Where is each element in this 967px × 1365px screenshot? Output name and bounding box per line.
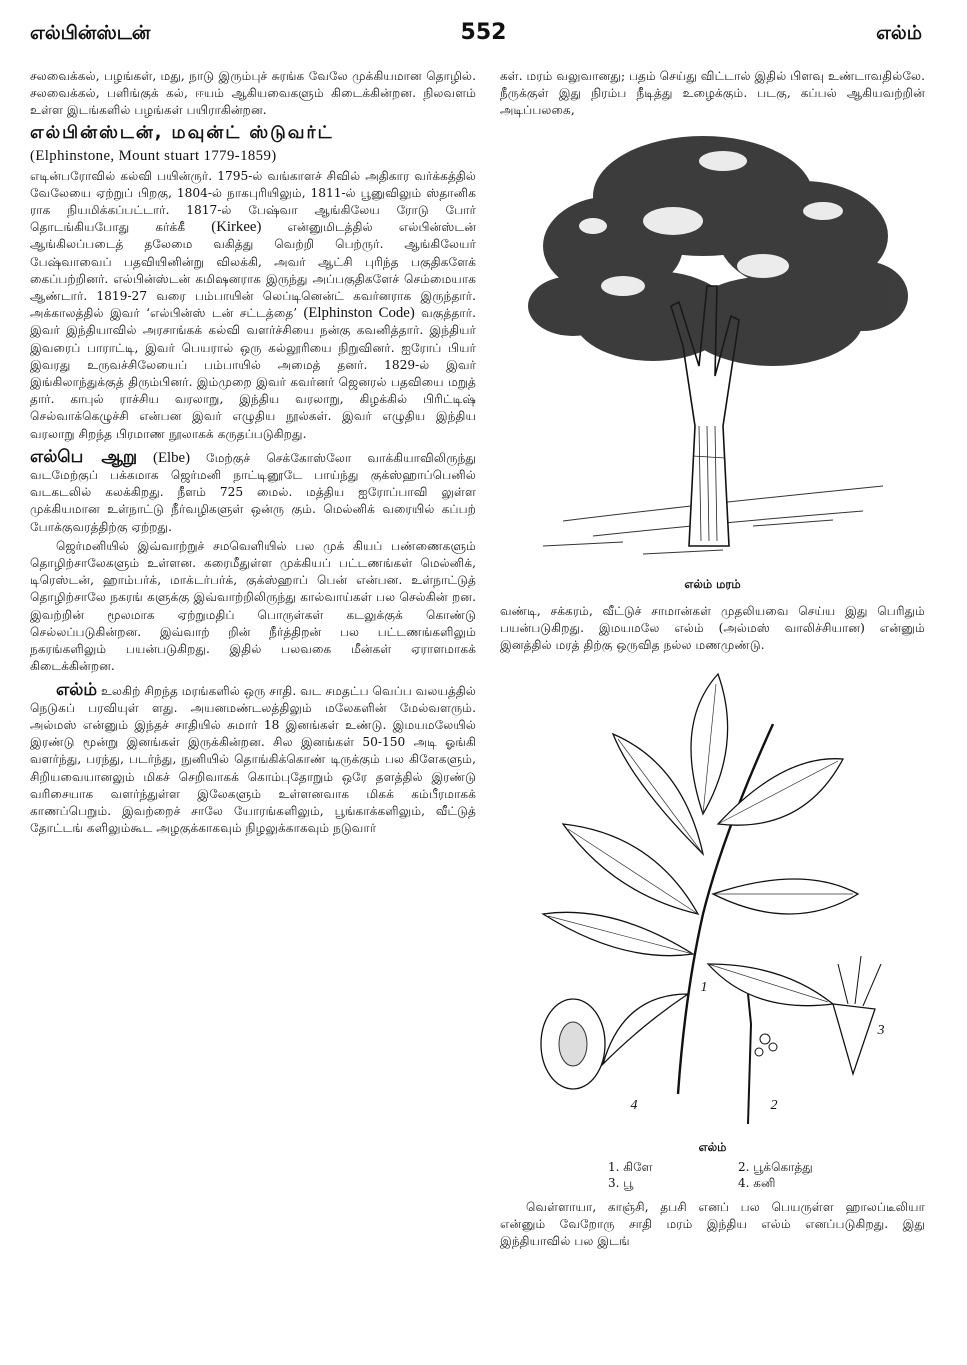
elm-leaf-figure bbox=[503, 664, 923, 1139]
legend-item-2: 2. பூக்கொத்து bbox=[738, 1159, 813, 1174]
figure-number-1: 1 bbox=[700, 980, 708, 996]
tree-caption: எல்ம் மரம் bbox=[684, 576, 741, 591]
elphinstone-code-term: (Elphinston Code) bbox=[303, 305, 415, 322]
final-paragraph: வெள்ளாயா, காஞ்சி, தபசி எனப் பல பெயருள்ள ஹாலப்டீலியா என்னும் வேறோரு சாதி மரம் இந்திய எல்ம் எனப்படுகிறது. இது இந்தியாவில் பல இடங் bbox=[500, 1199, 925, 1249]
elm-branch-illustration bbox=[503, 664, 923, 1139]
elbe-text-1: மேற்குச் செக்கோஸ்லோ வாக்கியாவிலிருந்து வடமேற்குப் பக்கமாக ஜெர்மனி நாட்டினூடே பாய்ந்து குக்ஸ்ஹாப்பெனில் வடகடலில் கலக்கிறது. நீளம் 725 மைல். மத்திய ஐரோப்பாவி லுள்ள முக்கியமான உள்நாட்டு நீர்வழிகளுள் ஒன்ரு கும். மெல்னிக் வரையில் கப்பற் போக்குவரத்திற்கு ஏற்றது. bbox=[30, 450, 476, 534]
leaf-caption: எல்ம் bbox=[698, 1140, 727, 1155]
elphinstone-title-english: (Elphinstone, Mount stuart 1779-1859) bbox=[30, 147, 277, 164]
elphinstone-body bbox=[30, 168, 476, 443]
running-head-right: எல்ம் bbox=[876, 22, 922, 44]
legend-item-3: 3. பூ bbox=[608, 1175, 634, 1190]
legend-item-4: 4. கனி bbox=[738, 1175, 776, 1190]
elphinstone-text-2: என்னுமிடத்தில் எல்பின்ஸ்டன் ஆங்கிலப்படைத் தலேமை வகித்து வெற்றி பெற்ருர். ஆங்கிலேயர் பேஷ்வாவைப் பதவியினின்று விலக்கி, அவர் ஆட்சி புரிந்த பகுதிகளேக் கைப்பற்றினர். எல்பின்ஸ்டன் கமிஷனராக இருந்து அப்பகுதிகளேச் செம்மையாக ஆண்டார். 1819-27 வரை பம்பாயின் லெப்டினென்ட் கவர்னராக இருந்தார். அக்காலத்தில் இவர் ‘எல்பின்ஸ் டன் சட்டத்தை’ bbox=[30, 220, 477, 321]
elm-text-1: உலகிற் சிறந்த மரங்களில் ஒரு சாதி. வட சமதட்ப வெப்ப வலயத்தில் நெடுகப் பரவியுள் ளது. அயனமண்டலத்திலும் மலேகளின் மேல்வளரும். அல்மஸ் என்னும் இந்தச் சாதியில் சுமார் 18 இனங்கள் உண்டு. இமயமலேயில் இரண்டு மூன்று இனங்கள் இருக்கின்றன. சில இனங்கள் 50-150 அடி ஓங்கி வளர்ந்து, பரந்து, படர்ந்து, நுனியில் தொங்கிக்கொண் டிருக்கும் பல கிளேகளும், சிறியவையானலும் மிகச் செறிவாகக் கொம்புதோறும் ஒரே தளத்தில் இரண்டு வரிசையாக வளர்ந்துள்ள இலேகளும் உள்ளனவாக மிகக் கம்பீரமாகக் காணப்பெறும். இவற்றைச் சாலே யோரங்களிலும், பூங்காக்களிலும், வீட்டுத் தோட்டங் களிலும்கூட அழகுக்காகவும் நிழலுக்காகவும் நடுவார் bbox=[30, 683, 477, 836]
left-column bbox=[30, 68, 476, 839]
continued-paragraph: கள். மரம் வலுவானது; பதம் செய்து விட்டால் இதில் பிளவு உண்டாவதில்லே. நீருக்குள் இது நிரம்ப நீடித்து உழைக்கும். படகு, கப்பல் ஆகியவற்றின் அடிப்பலகை, bbox=[500, 69, 925, 118]
after-tree-paragraph: வண்டி, சக்கரம், வீட்டுச் சாமான்கள் முதலியவை செய்ய இது பெரிதும் பயன்படுகிறது. இமயமலே எல்ம் (அல்மஸ் வாலிச்சியான) என்னும் இனத்தில் மரத் திற்கு ஒருவித நல்ல மணமுண்டு. bbox=[500, 603, 925, 653]
elphinstone-text-1: எடின்பரோவில் கல்வி பயின்ருர். 1795-ல் வங்காளச் சிவில் அதிகார வர்க்கத்தில் வேலேயை ஏற்றுப் பிறகு, 1804-ல் நாகபுரியிலும், 1811-ல் பூனுவிலும் ஸ்தானிக ராக நியமிக்கப்பட்டார். 1817-ல் பேஷ்வா ஆங்கிலேய ரோடு போர் தொடங்கியபோது கர்க்கீ bbox=[30, 168, 476, 235]
elbe-entry bbox=[30, 446, 476, 536]
elbe-paragraph-2: ஜெர்மனியில் இவ்வாற்றுச் சமவெளியில் பல முக் கியப் பண்ணைகளும் தொழிற்சாலேகளும் உள்ளன. கரைமீதுள்ள முக்கியப் பட்டணங்கள் மெல்னிக், டிரெஸ்டன், ஹாம்பர்க், மாக்டர்பர்க், குக்ஸ்ஹாப் பென் என்பன. உள்நாட்டுத் தொழிற்சாலே நகரங் களுக்கு இவ்வாற்றிலிருந்து கால்வாய்கள் பல செல்கின் றன. இவற்றின் மூலமாக ஏற்றுமதிப் பொருள்கள் கடலுக்குக் கொண்டு செல்லப்படுகின்றன. இவ்வாற் றின் நீர்த்திறன் பல பட்டணங்களிலும் நகரங்களிலும் பயன்படுகிறது. இதில் பலவகை மீன்கள் ஏராளமாகக் கிடைக்கின்றன. bbox=[30, 538, 476, 674]
intro-paragraph: சலவைக்கல், பழங்கள், மது, நாடு இரும்புச் சுரங்க வேலே முக்கியமான தொழில். சலவைக்கல், பளிங்குக் கல், ஈயம் ஆகியவைகளும் கிடைக்கின்றன. நிலவளம் உள்ள இடங்களில் பழங்கள் பயிராகின்றன. bbox=[30, 69, 476, 118]
elphinstone-title: எல்பின்ஸ்டன், மவுன்ட் ஸ்டுவர்ட் bbox=[30, 122, 334, 143]
elbe-title-english: (Elbe) bbox=[153, 449, 191, 466]
elm-title: எல்ம் bbox=[56, 679, 98, 700]
kirkee-term: (Kirkee) bbox=[211, 219, 262, 236]
running-head-left: எல்பின்ஸ்டன் bbox=[30, 22, 151, 44]
elm-entry bbox=[30, 679, 477, 838]
elm-tree-figure bbox=[503, 126, 923, 576]
figure-number-4: 4 bbox=[630, 1098, 638, 1114]
figure-number-2: 2 bbox=[770, 1098, 778, 1114]
elm-tree-illustration bbox=[503, 126, 923, 576]
elphinstone-text-3: வகுத்தார். இவர் இந்தியாவில் அரசாங்கக் கல்வி வளர்ச்சியை நன்கு கவனித்தார். இந்தியர் இவரைப் பாராட்டி, இவர் பெயரால் ஒரு கல்லூரியை நிறுவினர். ஐரோப் பியர் இவரது உருவச்சிலேயைப் பம்பாயில் அமைத் தனர். 1829-ல் இவர் இங்கிலாந்துக்குத் திரும்பினர். இம்முறை இவர் கவர்னர் ஜெனரல் பதவியை மறுத் தார். காபுல் ராச்சிய வரலாறு, இந்திய வரலாறு, கிழக்கில் பிரிட்டிஷ் செல்வாக்கெழுச்சி என்பன இவர் எழுதிய நூல்கள். இவர் எழுதிய இந்திய வரலாறு சிறந்த பிரமாண நூலாகக் கருதப்படுகிறது. bbox=[30, 306, 477, 441]
figure-number-3: 3 bbox=[877, 1023, 885, 1039]
right-column bbox=[500, 68, 925, 1252]
figure-legend bbox=[608, 1159, 925, 1191]
page-number: 552 bbox=[460, 20, 507, 45]
elbe-title: எல்பெ ஆறு bbox=[30, 446, 138, 467]
legend-item-1: 1. கிளே bbox=[608, 1159, 653, 1174]
